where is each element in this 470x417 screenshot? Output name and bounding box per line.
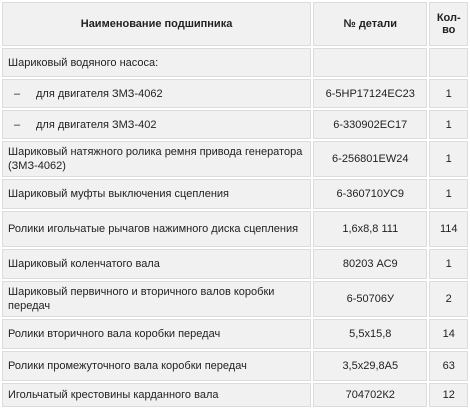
- row-part-number: 1,6x8,8 111: [313, 211, 427, 247]
- table-header-row: [2, 2, 468, 46]
- row-name: Шариковый первичного и вторичного валов коробки передач: [2, 281, 311, 317]
- row-part-number: 3,5x29,8А5: [313, 351, 427, 381]
- row-name: Шариковый коленчатого вала: [2, 249, 311, 279]
- row-quantity: 1: [429, 179, 468, 209]
- table-row: [2, 351, 468, 381]
- row-part-number: 6-330902EC17: [313, 110, 427, 139]
- header-name: Наименование подшипника: [2, 2, 311, 46]
- table-row: [2, 141, 468, 177]
- row-name-cell: [2, 110, 311, 139]
- row-name: Ролики промежуточного вала коробки передач: [2, 351, 311, 381]
- row-name: для двигателя ЗМЗ-4062: [36, 87, 163, 100]
- table-row: [2, 110, 468, 139]
- table-row: [2, 211, 468, 247]
- row-part-number: 6-50706У: [313, 281, 427, 317]
- row-name-cell: [2, 79, 311, 108]
- row-quantity: 1: [429, 79, 468, 108]
- table-row: [2, 249, 468, 279]
- header-part-number: № детали: [313, 2, 427, 46]
- row-part-number: 704702К2: [313, 383, 427, 407]
- dash-marker: –: [14, 87, 21, 100]
- row-part-number: 6-5HP17124EC23: [313, 79, 427, 108]
- row-quantity: 1: [429, 141, 468, 177]
- row-part-number: [313, 48, 427, 77]
- dash-marker: –: [14, 118, 21, 131]
- row-quantity: 14: [429, 319, 468, 349]
- table-row: [2, 48, 468, 77]
- table-row: [2, 383, 468, 407]
- row-quantity: 12: [429, 383, 468, 407]
- row-name: Шариковый муфты выключения сцепления: [2, 179, 311, 209]
- table-row: [2, 281, 468, 317]
- table-row: [2, 319, 468, 349]
- header-quantity: Кол-во: [429, 2, 468, 46]
- table-row: [2, 179, 468, 209]
- row-name: Игольчатый крестовины карданного вала: [2, 383, 311, 407]
- row-part-number: 5,5x15,8: [313, 319, 427, 349]
- row-quantity: 63: [429, 351, 468, 381]
- row-name: Шариковый натяжного ролика ремня привода генератора (ЗМЗ-4062): [2, 141, 311, 177]
- row-name: Шариковый водяного насоса:: [2, 48, 311, 77]
- row-quantity: 2: [429, 281, 468, 317]
- row-quantity: 1: [429, 249, 468, 279]
- row-part-number: 6-360710УС9: [313, 179, 427, 209]
- row-quantity: [429, 48, 468, 77]
- row-part-number: 6-256801EW24: [313, 141, 427, 177]
- row-quantity: 114: [429, 211, 468, 247]
- row-name: Ролики игольчатые рычагов нажимного диска сцепления: [2, 211, 311, 247]
- row-name: для двигателя ЗМЗ-402: [36, 118, 157, 131]
- table-row: [2, 79, 468, 108]
- row-name: Ролики вторичного вала коробки передач: [2, 319, 311, 349]
- row-part-number: 80203 АС9: [313, 249, 427, 279]
- row-quantity: 1: [429, 110, 468, 139]
